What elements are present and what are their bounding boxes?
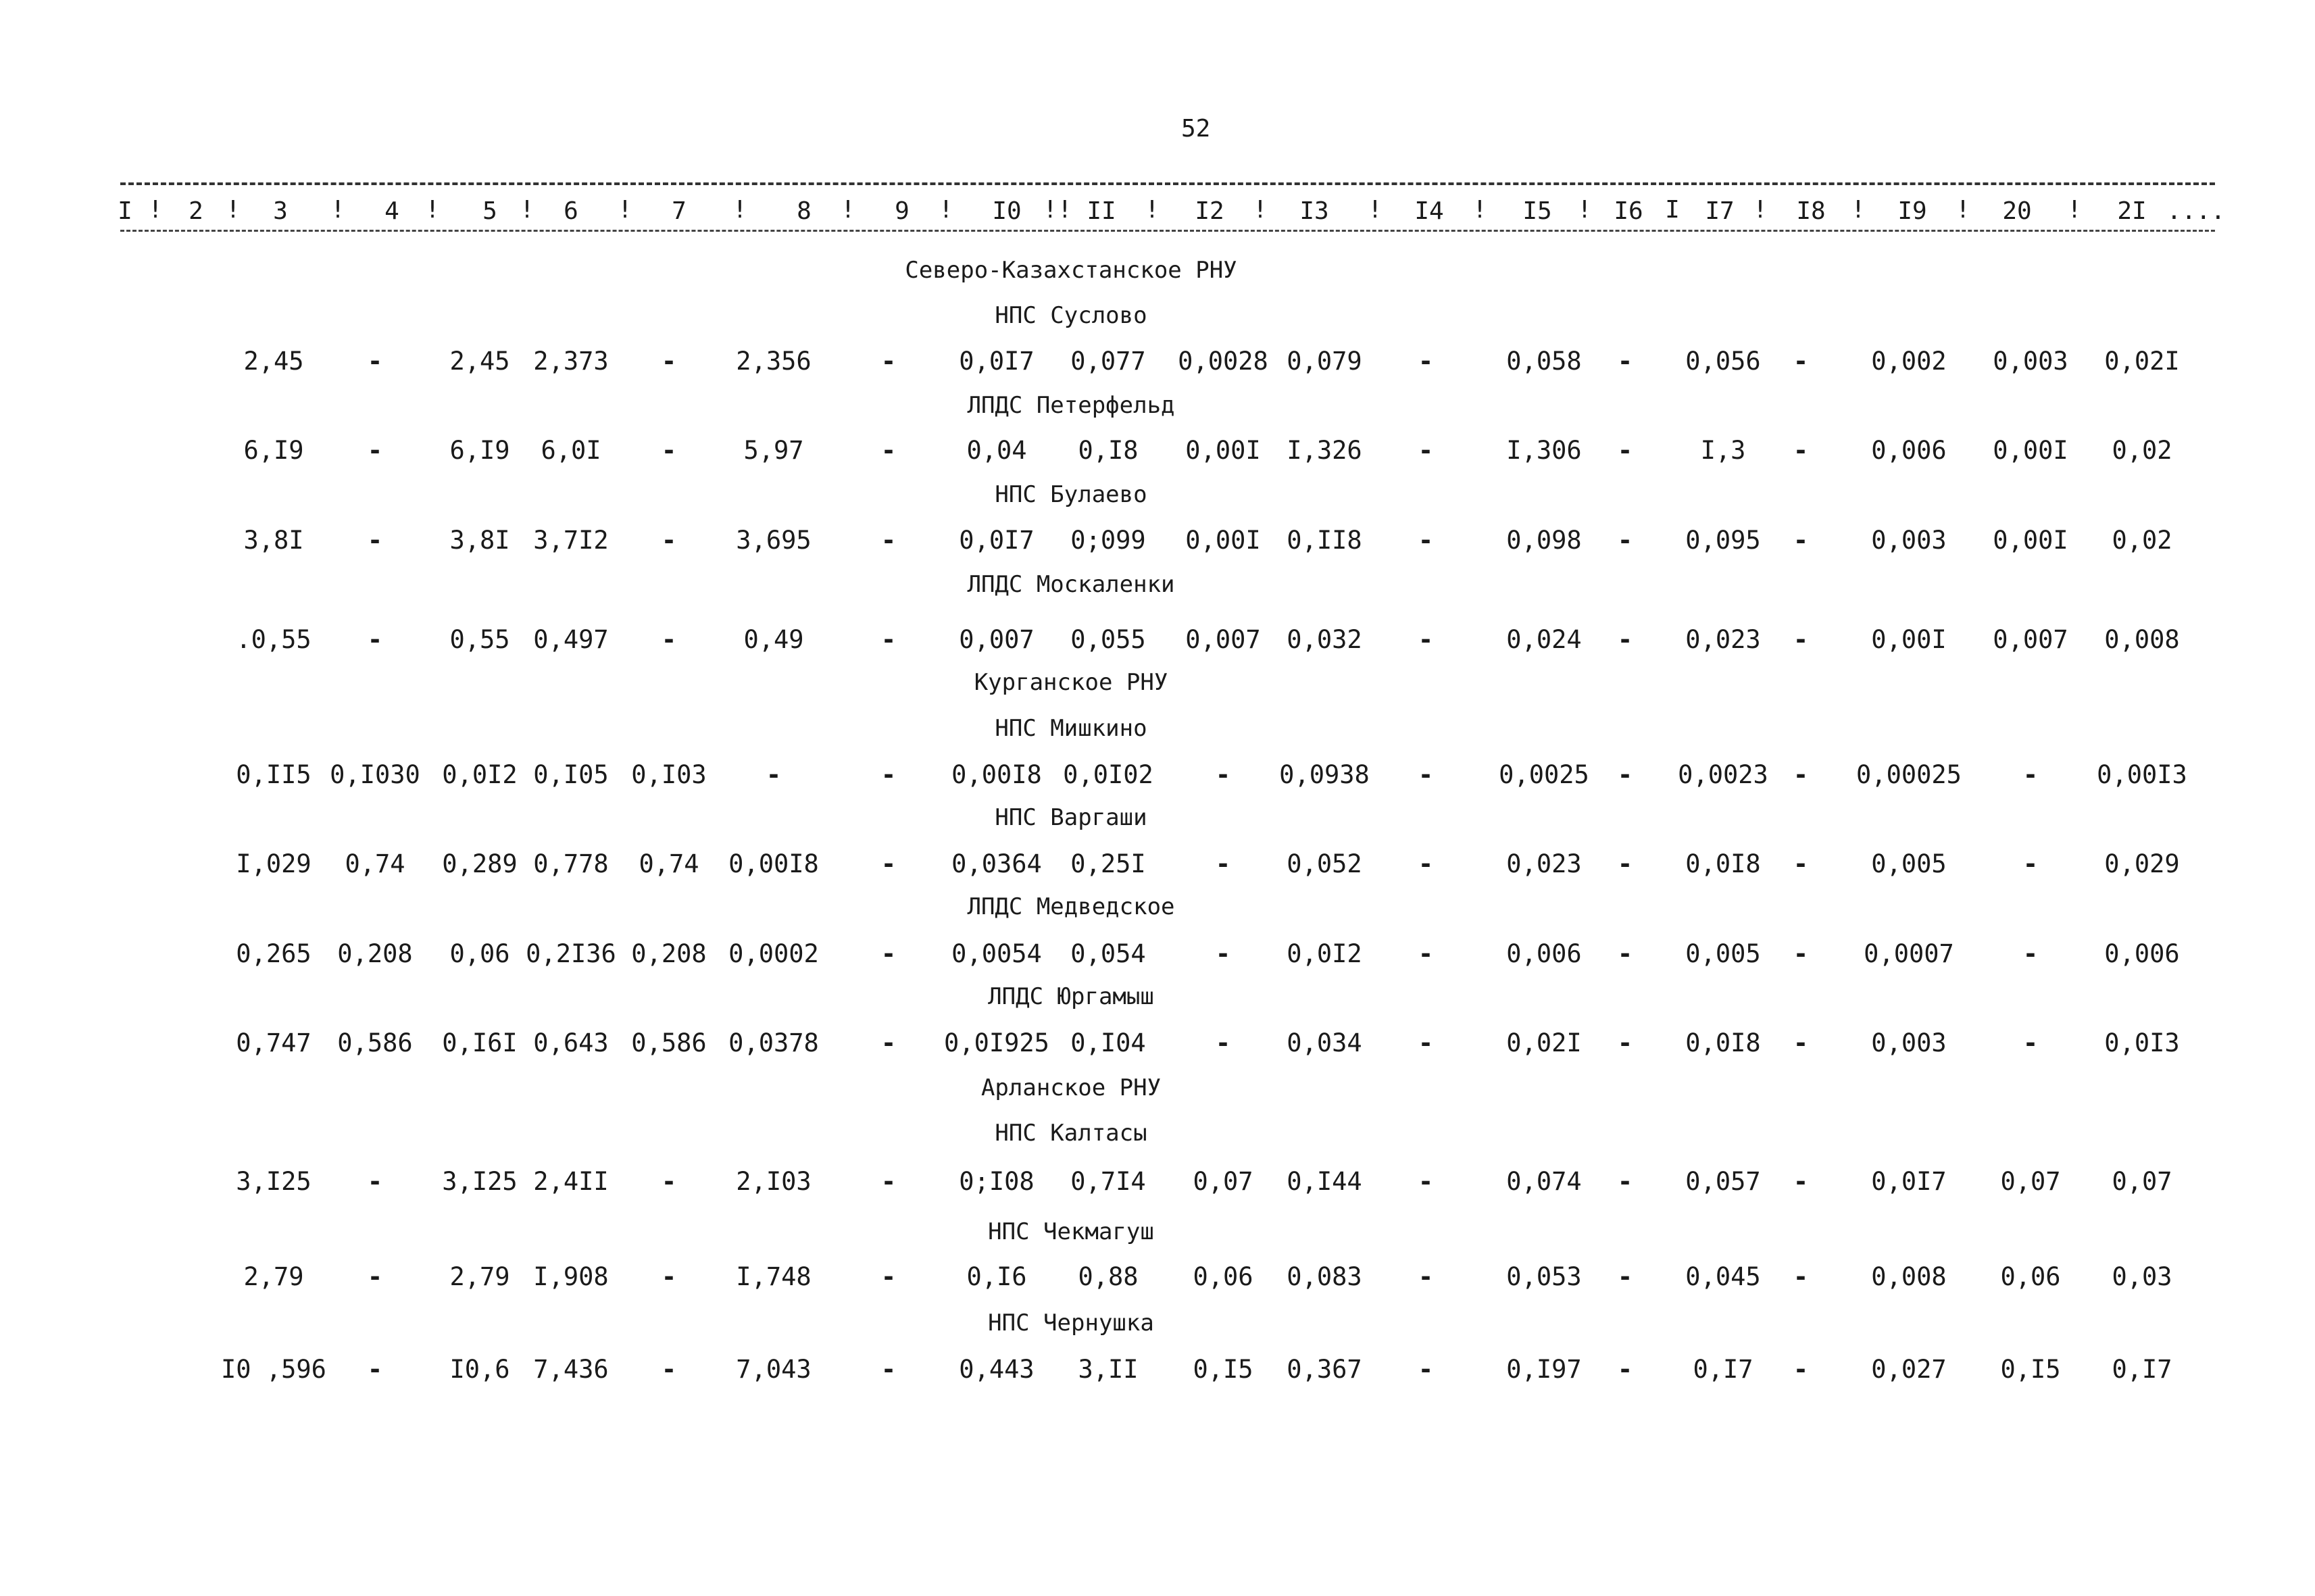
table-cell: -: [1793, 1355, 1809, 1384]
table-cell: 0,095: [1685, 526, 1761, 555]
table-cell: I0,6: [449, 1355, 510, 1384]
column-header-5: 5: [482, 197, 497, 225]
table-cell: -: [1215, 939, 1231, 968]
table-cell: 3,I25: [236, 1167, 312, 1196]
table-cell: I,029: [236, 849, 312, 878]
table-cell: 0,586: [337, 1028, 413, 1057]
table-cell: 2,4II: [533, 1167, 609, 1196]
column-separator: !: [2067, 196, 2082, 224]
table-cell: 6,0I: [541, 436, 601, 465]
table-cell: -: [880, 1028, 897, 1057]
table-cell: 0,0I925: [944, 1028, 1049, 1057]
table-cell: 0,04: [966, 436, 1027, 465]
table-cell: 2,79: [243, 1262, 304, 1291]
header-rule-top: [120, 182, 2215, 185]
table-cell: 0,0I7: [959, 526, 1035, 555]
table-cell: 0,058: [1506, 347, 1582, 376]
table-cell: 0,07: [2112, 1167, 2172, 1196]
column-header-6: 6: [564, 197, 578, 225]
station-label: НПС Булаево: [995, 481, 1147, 508]
table-cell: -: [1793, 939, 1809, 968]
table-cell: 0,00I: [1185, 436, 1261, 465]
column-header-9: 9: [895, 197, 910, 225]
table-cell: I,306: [1506, 436, 1582, 465]
table-cell: 0,0I3: [2104, 1028, 2180, 1057]
table-cell: 0,045: [1685, 1262, 1761, 1291]
table-cell: 0,265: [236, 939, 312, 968]
station-label: НПС Варгаши: [995, 804, 1147, 831]
table-cell: -: [766, 760, 782, 789]
table-cell: -: [1418, 526, 1434, 555]
table-cell: 0,006: [1506, 939, 1582, 968]
table-cell: 0,0364: [951, 849, 1042, 878]
table-cell: 0,25I: [1070, 849, 1146, 878]
column-header-21: 2I: [2117, 197, 2147, 225]
table-cell: 0,I03: [631, 760, 707, 789]
table-cell: -: [1793, 436, 1809, 465]
table-cell: -: [1418, 939, 1434, 968]
column-separator: !: [1956, 196, 1970, 224]
column-separator: I: [1665, 196, 1680, 224]
column-header-13: I3: [1299, 197, 1329, 225]
table-cell: 0,497: [533, 625, 609, 654]
table-cell: 0,0023: [1678, 760, 1768, 789]
table-cell: 0,007: [959, 625, 1035, 654]
table-cell: 2,I03: [736, 1167, 812, 1196]
table-cell: 3,7I2: [533, 526, 609, 555]
table-cell: -: [1418, 1167, 1434, 1196]
station-label: НПС Калтасы: [995, 1120, 1147, 1147]
table-cell: -: [661, 347, 677, 376]
table-cell: 0,00I3: [2097, 760, 2187, 789]
table-cell: -: [1418, 1262, 1434, 1291]
table-cell: -: [367, 1355, 383, 1384]
table-cell: -: [1617, 347, 1633, 376]
table-cell: -: [1793, 760, 1809, 789]
table-cell: 0,003: [1993, 347, 2068, 376]
table-cell: 3,I25: [442, 1167, 518, 1196]
table-cell: 0,I05: [533, 760, 609, 789]
table-cell: -: [1215, 760, 1231, 789]
table-cell: 0,208: [337, 939, 413, 968]
table-cell: 0,208: [631, 939, 707, 968]
table-cell: -: [1418, 760, 1434, 789]
table-cell: 3,8I: [449, 526, 510, 555]
table-cell: -: [2022, 849, 2039, 878]
table-cell: 0,056: [1685, 347, 1761, 376]
station-label: ЛПДС Петерфельд: [967, 392, 1175, 419]
table-cell: -: [1617, 625, 1633, 654]
table-cell: 0,0I02: [1063, 760, 1153, 789]
table-cell: 0,I04: [1070, 1028, 1146, 1057]
table-cell: 0,0007: [1864, 939, 1954, 968]
column-header-12: I2: [1195, 197, 1224, 225]
table-cell: 0,054: [1070, 939, 1146, 968]
table-cell: -: [1418, 625, 1434, 654]
table-cell: -: [1617, 939, 1633, 968]
table-cell: 2,356: [736, 347, 812, 376]
table-cell: -: [1418, 347, 1434, 376]
station-label: Арланское РНУ: [980, 1074, 1162, 1101]
column-header-15: I5: [1522, 197, 1552, 225]
table-cell: -: [880, 849, 897, 878]
column-header-3: 3: [273, 197, 288, 225]
table-cell: 6,I9: [243, 436, 304, 465]
table-cell: 0,I44: [1287, 1167, 1362, 1196]
table-cell: -: [661, 436, 677, 465]
table-cell: -: [1793, 1028, 1809, 1057]
table-cell: 0,443: [959, 1355, 1035, 1384]
table-cell: 0,034: [1287, 1028, 1362, 1057]
column-header-8: 8: [797, 197, 812, 225]
table-cell: -: [1617, 526, 1633, 555]
station-label: Курганское РНУ: [974, 669, 1168, 696]
header-tail: ....: [2166, 197, 2226, 225]
table-cell: 0,I8: [1078, 436, 1139, 465]
table-cell: I,326: [1287, 436, 1362, 465]
table-cell: 0,098: [1506, 526, 1582, 555]
table-cell: 0,I5: [2000, 1355, 2061, 1384]
table-cell: -: [880, 436, 897, 465]
column-header-2: 2: [189, 197, 203, 225]
table-cell: 0,0I7: [959, 347, 1035, 376]
table-cell: 0,057: [1685, 1167, 1761, 1196]
table-cell: -: [661, 1167, 677, 1196]
table-cell: -: [880, 347, 897, 376]
table-cell: -: [1418, 849, 1434, 878]
column-header-18: I8: [1796, 197, 1826, 225]
column-separator: !: [1253, 196, 1268, 224]
table-cell: 0,643: [533, 1028, 609, 1057]
page-number: 52: [1181, 115, 1211, 143]
table-cell: -: [1418, 436, 1434, 465]
table-cell: 0,023: [1506, 849, 1582, 878]
table-cell: -: [367, 526, 383, 555]
table-cell: -: [1215, 849, 1231, 878]
table-cell: 0,07: [2000, 1167, 2061, 1196]
table-cell: 0,I6I: [442, 1028, 518, 1057]
table-cell: 3,8I: [243, 526, 304, 555]
table-cell: 0,027: [1871, 1355, 1947, 1384]
table-cell: 0,747: [236, 1028, 312, 1057]
table-cell: 0,00I8: [728, 849, 819, 878]
table-cell: 0,07: [1193, 1167, 1253, 1196]
table-cell: -: [880, 526, 897, 555]
table-cell: 0,008: [2104, 625, 2180, 654]
station-label: НПС Чернушка: [988, 1310, 1154, 1337]
table-cell: -: [367, 625, 383, 654]
table-cell: 0,055: [1070, 625, 1146, 654]
table-cell: 0,02: [2112, 526, 2172, 555]
column-separator: !: [732, 196, 747, 224]
table-cell: 0,023: [1685, 625, 1761, 654]
table-cell: 0,74: [345, 849, 405, 878]
table-cell: 0,02: [2112, 436, 2172, 465]
table-cell: -: [1617, 1167, 1633, 1196]
table-cell: 0,00I: [1871, 625, 1947, 654]
table-cell: -: [880, 625, 897, 654]
column-header-11: II: [1087, 197, 1116, 225]
table-cell: 0,02I: [2104, 347, 2180, 376]
table-cell: -: [1793, 1262, 1809, 1291]
column-separator: !: [1472, 196, 1487, 224]
table-cell: 0,7I4: [1070, 1167, 1146, 1196]
header-rule-bottom: [120, 230, 2215, 232]
table-cell: -: [2022, 760, 2039, 789]
table-cell: 0,077: [1070, 347, 1146, 376]
table-cell: -: [661, 526, 677, 555]
table-cell: 0,I97: [1506, 1355, 1582, 1384]
table-cell: 2,45: [449, 347, 510, 376]
table-cell: -: [1793, 347, 1809, 376]
table-cell: 0,0002: [728, 939, 819, 968]
table-cell: 0,0028: [1178, 347, 1268, 376]
table-cell: 2,79: [449, 1262, 510, 1291]
table-cell: -: [2022, 939, 2039, 968]
column-separator: !: [618, 196, 632, 224]
table-cell: 0,06: [2000, 1262, 2061, 1291]
table-cell: 3,695: [736, 526, 812, 555]
table-cell: 0;I08: [959, 1167, 1035, 1196]
table-cell: 0,88: [1078, 1262, 1139, 1291]
table-cell: -: [1793, 625, 1809, 654]
table-cell: -: [2022, 1028, 2039, 1057]
table-cell: I,908: [533, 1262, 609, 1291]
column-separator: !!: [1043, 196, 1072, 224]
table-cell: 0,55: [449, 625, 510, 654]
table-cell: 0,006: [1871, 436, 1947, 465]
table-cell: -: [1617, 760, 1633, 789]
table-cell: 0,00I: [1993, 526, 2068, 555]
table-cell: -: [880, 1262, 897, 1291]
table-cell: 0,0938: [1279, 760, 1370, 789]
table-cell: -: [1418, 1028, 1434, 1057]
table-cell: 0,052: [1287, 849, 1362, 878]
column-separator: !: [226, 196, 241, 224]
station-label: Северо-Казахстанское РНУ: [905, 257, 1237, 284]
table-cell: 0,06: [1193, 1262, 1253, 1291]
station-label: ЛПДС Москаленки: [967, 571, 1175, 598]
station-label: НПС Чекмагуш: [988, 1218, 1154, 1245]
table-cell: 0,005: [1871, 849, 1947, 878]
station-label: НПС Мишкино: [995, 715, 1147, 742]
column-header-17: I7: [1705, 197, 1735, 225]
table-cell: 0,2I36: [526, 939, 616, 968]
table-cell: -: [1418, 1355, 1434, 1384]
table-cell: 0,I7: [1693, 1355, 1753, 1384]
table-cell: 0,007: [1185, 625, 1261, 654]
table-cell: 0,367: [1287, 1355, 1362, 1384]
table-cell: 2,45: [243, 347, 304, 376]
column-header-10: I0: [992, 197, 1022, 225]
column-separator: !: [425, 196, 440, 224]
table-cell: -: [1617, 1262, 1633, 1291]
table-cell: 0,002: [1871, 347, 1947, 376]
table-cell: 0,079: [1287, 347, 1362, 376]
column-separator: !: [520, 196, 534, 224]
table-cell: -: [661, 1355, 677, 1384]
column-header-4: 4: [384, 197, 399, 225]
table-cell: 0,0I2: [442, 760, 518, 789]
table-cell: 0,0I8: [1685, 849, 1761, 878]
table-cell: -: [1617, 1028, 1633, 1057]
table-cell: 0,II8: [1287, 526, 1362, 555]
table-cell: 0,053: [1506, 1262, 1582, 1291]
column-separator: !: [330, 196, 345, 224]
table-cell: .0,55: [236, 625, 312, 654]
table-cell: 0,005: [1685, 939, 1761, 968]
table-cell: -: [1793, 849, 1809, 878]
table-cell: 0,032: [1287, 625, 1362, 654]
table-cell: I,3: [1700, 436, 1746, 465]
table-cell: 0,0I7: [1871, 1167, 1947, 1196]
table-cell: 0,0378: [728, 1028, 819, 1057]
table-cell: 0,74: [639, 849, 699, 878]
column-header-16: I6: [1614, 197, 1643, 225]
table-cell: 0,029: [2104, 849, 2180, 878]
table-cell: 0,586: [631, 1028, 707, 1057]
column-header-1: I: [118, 197, 132, 225]
table-cell: -: [661, 625, 677, 654]
station-label: НПС Суслово: [995, 302, 1147, 329]
table-cell: 0,0054: [951, 939, 1042, 968]
table-cell: -: [367, 1167, 383, 1196]
table-cell: 0,074: [1506, 1167, 1582, 1196]
table-cell: 3,II: [1078, 1355, 1139, 1384]
column-header-20: 20: [2002, 197, 2032, 225]
column-header-7: 7: [672, 197, 687, 225]
column-separator: !: [841, 196, 855, 224]
table-cell: -: [1617, 849, 1633, 878]
table-cell: -: [880, 760, 897, 789]
table-cell: 0,00I: [1185, 526, 1261, 555]
column-separator: !: [939, 196, 953, 224]
table-cell: 5,97: [743, 436, 804, 465]
table-cell: 0,0025: [1499, 760, 1589, 789]
table-cell: 6,I9: [449, 436, 510, 465]
table-cell: 0,778: [533, 849, 609, 878]
table-cell: 0,00I8: [951, 760, 1042, 789]
table-cell: 0,024: [1506, 625, 1582, 654]
table-cell: -: [1793, 1167, 1809, 1196]
table-cell: -: [367, 1262, 383, 1291]
table-cell: I0 ,596: [221, 1355, 326, 1384]
table-cell: 7,043: [736, 1355, 812, 1384]
column-separator: !: [1145, 196, 1160, 224]
table-cell: 0,03: [2112, 1262, 2172, 1291]
column-separator: !: [1753, 196, 1768, 224]
table-cell: 0,02I: [1506, 1028, 1582, 1057]
table-cell: 0,I030: [330, 760, 420, 789]
table-cell: -: [880, 1167, 897, 1196]
station-label: ЛПДС Юргамыш: [988, 983, 1154, 1010]
station-label: ЛПДС Медведское: [967, 893, 1175, 920]
column-header-19: I9: [1897, 197, 1927, 225]
column-separator: !: [1851, 196, 1866, 224]
table-cell: 0,00I: [1993, 436, 2068, 465]
table-cell: 2,373: [533, 347, 609, 376]
table-cell: 0,007: [1993, 625, 2068, 654]
table-cell: 0,I5: [1193, 1355, 1253, 1384]
table-cell: -: [367, 436, 383, 465]
column-separator: !: [148, 196, 163, 224]
column-separator: !: [1577, 196, 1592, 224]
table-cell: 0,00025: [1856, 760, 1962, 789]
table-cell: I,748: [736, 1262, 812, 1291]
table-cell: 0,0I2: [1287, 939, 1362, 968]
table-cell: 0,06: [449, 939, 510, 968]
table-cell: 0,0I8: [1685, 1028, 1761, 1057]
table-cell: -: [661, 1262, 677, 1291]
table-cell: 0,006: [2104, 939, 2180, 968]
table-cell: 0;099: [1070, 526, 1146, 555]
column-separator: !: [1368, 196, 1383, 224]
table-cell: -: [367, 347, 383, 376]
table-cell: -: [1215, 1028, 1231, 1057]
table-cell: -: [880, 939, 897, 968]
table-cell: 0,49: [743, 625, 804, 654]
table-cell: 0,003: [1871, 1028, 1947, 1057]
table-cell: 0,II5: [236, 760, 312, 789]
table-cell: 0,289: [442, 849, 518, 878]
table-cell: 7,436: [533, 1355, 609, 1384]
table-cell: 0,I7: [2112, 1355, 2172, 1384]
table-cell: -: [1617, 436, 1633, 465]
column-header-14: I4: [1414, 197, 1444, 225]
table-cell: -: [1617, 1355, 1633, 1384]
table-cell: 0,003: [1871, 526, 1947, 555]
table-cell: 0,083: [1287, 1262, 1362, 1291]
table-cell: -: [1793, 526, 1809, 555]
table-cell: 0,I6: [966, 1262, 1027, 1291]
table-cell: 0,008: [1871, 1262, 1947, 1291]
table-cell: -: [880, 1355, 897, 1384]
